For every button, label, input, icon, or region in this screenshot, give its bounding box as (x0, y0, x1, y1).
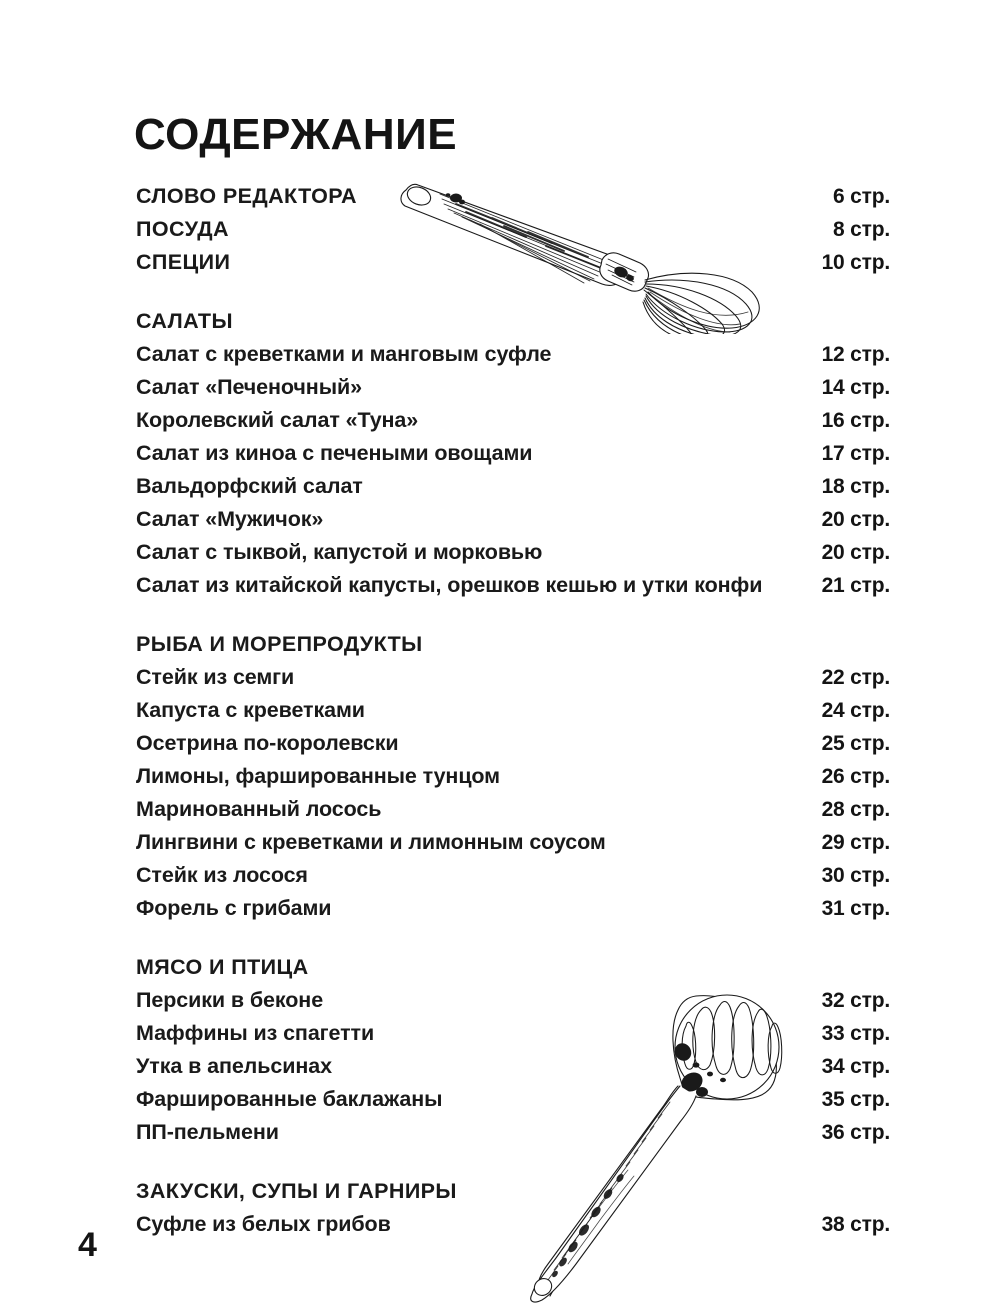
toc-entry-page: 26 стр. (821, 765, 890, 788)
toc-entry-row[interactable] (136, 1116, 890, 1149)
toc-entry-label: Форель с грибами (136, 896, 332, 920)
toc-entry-label: Фаршированные баклажаны (136, 1087, 443, 1111)
toc-entry-label: Салат из китайской капусты, орешков кешью и утки конфи (136, 573, 763, 597)
toc-entry-row[interactable] (136, 371, 890, 404)
toc-entry-row[interactable] (136, 793, 890, 826)
toc-entry-label: Стейк из лосося (136, 863, 308, 887)
toc-section-row[interactable] (136, 1175, 890, 1208)
toc-entry-row[interactable] (136, 694, 890, 727)
toc-entry-page: 21 стр. (821, 574, 890, 597)
toc-entry-page: 18 стр. (821, 475, 890, 498)
toc-entry-page: 29 стр. (821, 831, 890, 854)
toc-group-salads (136, 305, 890, 602)
toc-entry-row[interactable] (136, 661, 890, 694)
toc-entry-page: 32 стр. (821, 989, 890, 1012)
toc-entry-page: 38 стр. (821, 1213, 890, 1236)
toc-entry-page: 10 стр. (821, 251, 890, 274)
toc-entry-page: 17 стр. (821, 442, 890, 465)
toc-entry-row[interactable] (136, 437, 890, 470)
toc-list (136, 180, 890, 1241)
toc-section-label: ПОСУДА (136, 217, 229, 241)
toc-entry-row[interactable] (136, 338, 890, 371)
toc-entry-label: Салат «Мужичок» (136, 507, 324, 531)
toc-entry-label: Маринованный лосось (136, 797, 382, 821)
toc-entry-page: 14 стр. (821, 376, 890, 399)
page-folio: 4 (78, 1226, 97, 1264)
toc-section-label: РЫБА И МОРЕПРОДУКТЫ (136, 632, 423, 656)
toc-entry-page: 25 стр. (821, 732, 890, 755)
toc-entry-page: 28 стр. (821, 798, 890, 821)
toc-entry-row[interactable] (136, 984, 890, 1017)
toc-entry-page: 30 стр. (821, 864, 890, 887)
toc-entry-page: 33 стр. (821, 1022, 890, 1045)
toc-entry-row[interactable] (136, 859, 890, 892)
toc-entry-page: 12 стр. (821, 343, 890, 366)
page-title: СОДЕРЖАНИЕ (134, 110, 458, 159)
toc-entry-page: 36 стр. (821, 1121, 890, 1144)
toc-entry-row[interactable] (136, 1017, 890, 1050)
toc-entry-label: Маффины из спагетти (136, 1021, 375, 1045)
toc-entry-label: Лимоны, фаршированные тунцом (136, 764, 500, 788)
toc-entry-row[interactable] (136, 1208, 890, 1241)
toc-entry-label: Салат «Печеночный» (136, 375, 362, 399)
toc-entry-page: 8 стр. (833, 218, 890, 241)
toc-entry-label: Вальдорфский салат (136, 474, 363, 498)
toc-entry-label: ПП-пельмени (136, 1120, 279, 1144)
toc-entry-page: 22 стр. (821, 666, 890, 689)
toc-entry-row[interactable] (136, 404, 890, 437)
toc-entry-label: Салат из киноа с печеными овощами (136, 441, 533, 465)
toc-section-label: ЗАКУСКИ, СУПЫ И ГАРНИРЫ (136, 1179, 457, 1203)
toc-entry-row[interactable] (136, 503, 890, 536)
toc-entry-label: Осетрина по-королевски (136, 731, 399, 755)
toc-entry-row[interactable] (136, 536, 890, 569)
toc-entry-page: 6 стр. (833, 185, 890, 208)
toc-entry-page: 35 стр. (821, 1088, 890, 1111)
toc-entry-label: Королевский салат «Туна» (136, 408, 419, 432)
toc-entry-label: Салат с тыквой, капустой и морковью (136, 540, 543, 564)
toc-section-label: МЯСО И ПТИЦА (136, 955, 309, 979)
toc-entry-row[interactable] (136, 727, 890, 760)
toc-group-meat-poultry (136, 951, 890, 1149)
toc-entry-label: Стейк из семги (136, 665, 295, 689)
toc-entry-page: 34 стр. (821, 1055, 890, 1078)
toc-entry-page: 20 стр. (821, 541, 890, 564)
toc-section-row[interactable] (136, 213, 890, 246)
toc-section-row[interactable] (136, 628, 890, 661)
toc-entry-page: 31 стр. (821, 897, 890, 920)
toc-entry-row[interactable] (136, 892, 890, 925)
toc-entry-page: 16 стр. (821, 409, 890, 432)
toc-entry-label: Капуста с креветками (136, 698, 365, 722)
toc-entry-row[interactable] (136, 826, 890, 859)
toc-section-row[interactable] (136, 246, 890, 279)
toc-section-label: СПЕЦИИ (136, 250, 231, 274)
toc-section-row[interactable] (136, 951, 890, 984)
toc-entry-row[interactable] (136, 569, 890, 602)
toc-entry-label: Лингвини с креветками и лимонным соусом (136, 830, 606, 854)
toc-entry-row[interactable] (136, 1083, 890, 1116)
toc-entry-row[interactable] (136, 760, 890, 793)
toc-entry-page: 24 стр. (821, 699, 890, 722)
toc-entry-label: Персики в беконе (136, 988, 324, 1012)
toc-group-front-matter (136, 180, 890, 279)
toc-section-row[interactable] (136, 305, 890, 338)
toc-entry-label: Салат с креветками и манговым суфле (136, 342, 552, 366)
toc-group-snacks-soups-sides (136, 1175, 890, 1241)
toc-section-label: САЛАТЫ (136, 309, 233, 333)
toc-section-row[interactable] (136, 180, 890, 213)
toc-entry-page: 20 стр. (821, 508, 890, 531)
toc-section-label: СЛОВО РЕДАКТОРА (136, 184, 357, 208)
toc-group-fish-seafood (136, 628, 890, 925)
toc-entry-row[interactable] (136, 1050, 890, 1083)
toc-entry-label: Суфле из белых грибов (136, 1212, 391, 1236)
toc-entry-row[interactable] (136, 470, 890, 503)
toc-entry-label: Утка в апельсинах (136, 1054, 332, 1078)
